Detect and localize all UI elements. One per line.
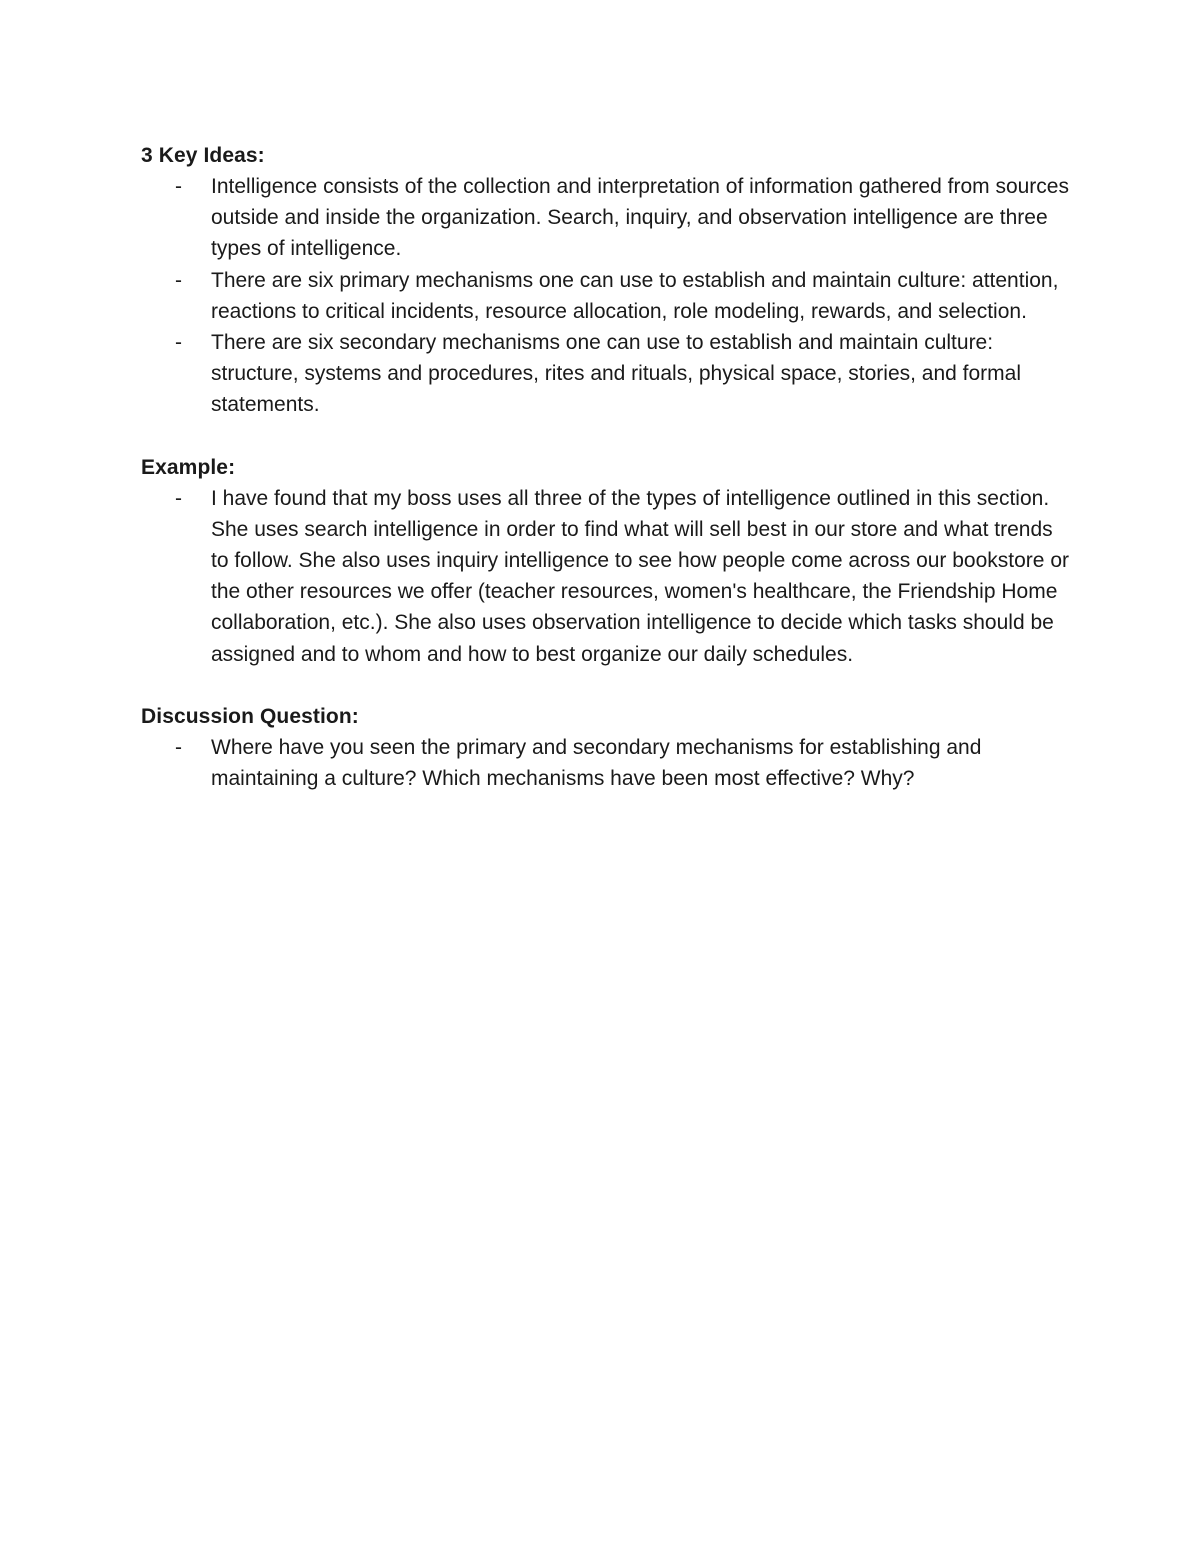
document-body [141, 140, 1071, 825]
key-ideas-heading: 3 Key Ideas: [141, 144, 265, 167]
example-heading: Example: [141, 455, 236, 479]
list-item-text: I have found that my boss uses all three of the types of intelligence outlined in this section. She uses search intelligence in order to find what will sell best in our store and what trends to follow. She also uses inquiry intelligence to see how people come across our bookstore or the other resources we offer (teacher resources, women's healthcare, the Friendship Home collaboration, etc.). She also uses observation intelligence to decide which tasks should be assigned and to whom and how to best organize our daily schedules. [211, 486, 1069, 666]
list-item-text: Where have you seen the primary and secondary mechanisms for establishing and maintaining a culture? Which mechanisms have been most effective? Why? [211, 735, 982, 791]
list-item [141, 327, 1071, 421]
discussion-question-heading: Discussion Question: [141, 704, 359, 728]
bullet-dash: - [175, 268, 182, 292]
bullet-dash: - [175, 331, 182, 355]
discussion-question-section [141, 701, 1071, 794]
bullet-dash: - [175, 175, 182, 198]
list-item-text: There are six primary mechanisms one can use to establish and maintain culture: attention, reactions to critical incidents, resource allocation, role modeling, rewards, and selection. [211, 268, 1059, 323]
discussion-question-list [141, 732, 1071, 794]
list-item [141, 732, 1071, 794]
bullet-dash: - [175, 735, 182, 759]
key-ideas-section [141, 140, 1071, 421]
key-ideas-list [141, 171, 1071, 421]
list-item-text: There are six secondary mechanisms one can use to establish and maintain culture: structure, systems and procedures, rites and rituals, physical space, stories, and formal statements. [211, 331, 1022, 417]
list-item-text: Intelligence consists of the collection and interpretation of information gathered from sources outside and inside the organization. Search, inquiry, and observation intelligence are three types of intelligence. [211, 175, 1069, 261]
list-item [141, 265, 1071, 327]
list-item [141, 483, 1071, 670]
list-item [141, 171, 1071, 265]
example-section [141, 452, 1071, 670]
example-list [141, 483, 1071, 670]
bullet-dash: - [175, 486, 182, 510]
